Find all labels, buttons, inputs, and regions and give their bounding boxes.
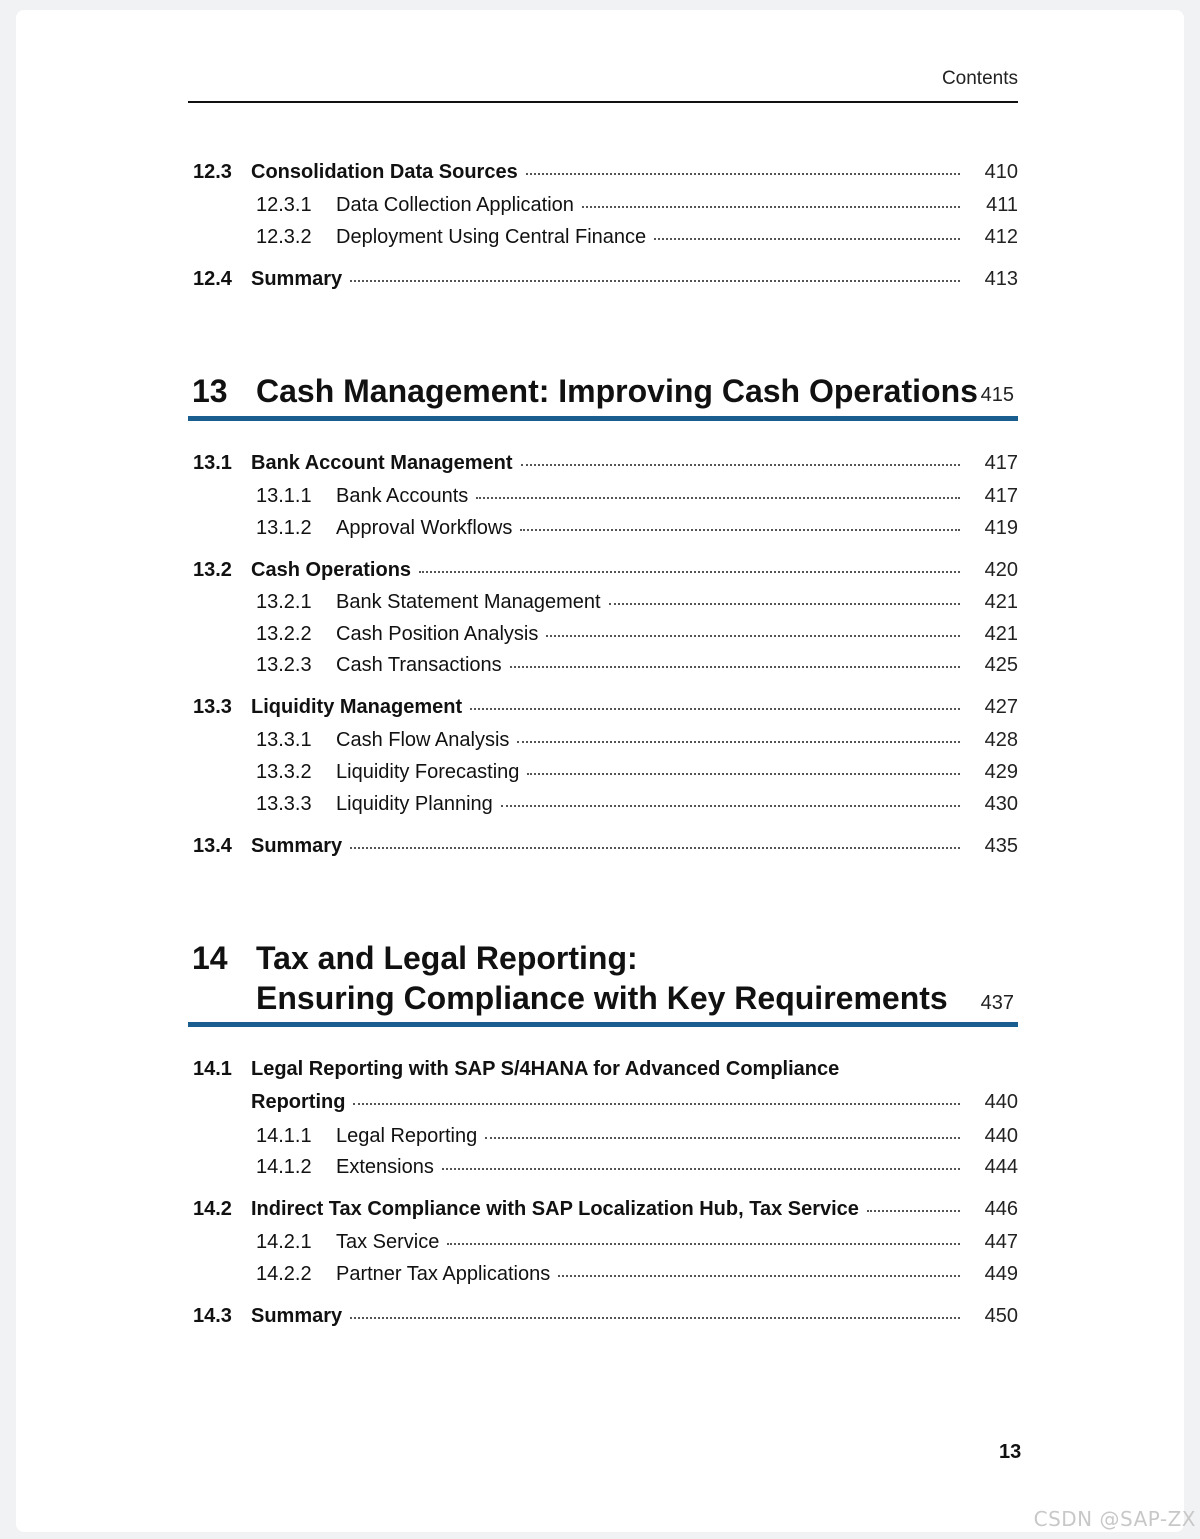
entry-page: 435 [984, 835, 1018, 857]
entry-number: 14.1.2 [256, 1156, 312, 1178]
entry-page: 412 [984, 226, 1018, 248]
dot-leader [521, 463, 960, 466]
entry-title: Indirect Tax Compliance with SAP Localization Hub, Tax Service [251, 1198, 859, 1220]
dot-leader [442, 1167, 960, 1170]
toc-entry[interactable] [188, 226, 1018, 256]
entry-title: Bank Account Management [251, 452, 513, 474]
entry-number: 14.3 [193, 1305, 232, 1327]
chapter-page: 415 [980, 384, 1014, 406]
chapter-title-line2: Ensuring Compliance with Key Requirements [256, 980, 948, 1016]
entry-page: 421 [984, 591, 1018, 613]
toc-entry[interactable] [188, 793, 1018, 823]
entry-page: 417 [984, 452, 1018, 474]
toc-entry[interactable] [188, 268, 1018, 298]
entry-page: 444 [984, 1156, 1018, 1178]
chapter-14-heading[interactable] [188, 940, 1018, 1030]
entry-number: 13.3.3 [256, 793, 312, 815]
toc-entry[interactable] [188, 1305, 1018, 1335]
entry-number: 14.2.2 [256, 1263, 312, 1285]
entry-page: 410 [984, 161, 1018, 183]
entry-page: 430 [984, 793, 1018, 815]
toc-entry[interactable] [188, 729, 1018, 759]
entry-title: Tax Service [336, 1231, 440, 1253]
dot-leader [350, 279, 960, 282]
entry-page: 447 [984, 1231, 1018, 1253]
dot-leader [867, 1209, 960, 1212]
entry-number: 12.4 [193, 268, 232, 290]
entry-title: Reporting [251, 1091, 346, 1113]
entry-number: 14.2 [193, 1198, 232, 1220]
page-number: 13 [999, 1441, 1022, 1463]
toc-entry[interactable] [188, 591, 1018, 621]
entry-number: 13.2.1 [256, 591, 312, 613]
chapter-13-rule [188, 416, 1018, 421]
chapter-13-heading[interactable] [188, 373, 1018, 417]
dot-leader [350, 846, 960, 849]
entry-number: 13.2.2 [256, 623, 312, 645]
entry-title: Bank Statement Management [336, 591, 601, 613]
entry-page: 421 [984, 623, 1018, 645]
toc-entry[interactable] [188, 623, 1018, 653]
entry-title: Data Collection Application [336, 194, 574, 216]
entry-number: 13.1 [193, 452, 232, 474]
entry-title: Extensions [336, 1156, 434, 1178]
entry-title: Cash Operations [251, 559, 412, 581]
entry-number: 12.3 [193, 161, 232, 183]
entry-title: Legal Reporting [336, 1125, 478, 1147]
entry-page: 429 [984, 761, 1018, 783]
entry-number: 14.1 [193, 1058, 232, 1080]
entry-number: 13.1.2 [256, 517, 312, 539]
entry-page: 446 [984, 1198, 1018, 1220]
chapter-title: Cash Management: Improving Cash Operations [256, 373, 978, 409]
dot-leader [353, 1102, 960, 1105]
toc-entry[interactable] [188, 696, 1018, 726]
chapter-number: 14 [192, 940, 228, 976]
entry-page: 413 [984, 268, 1018, 290]
chapter-14-rule [188, 1022, 1018, 1027]
entry-title: Cash Flow Analysis [336, 729, 510, 751]
toc-entry[interactable] [188, 654, 1018, 684]
toc-entry[interactable] [188, 835, 1018, 865]
toc-entry[interactable] [188, 517, 1018, 547]
toc-entry[interactable] [188, 1263, 1018, 1293]
entry-page: 420 [984, 559, 1018, 581]
toc-entry[interactable] [188, 194, 1018, 224]
toc-entry[interactable] [188, 1231, 1018, 1261]
running-head: Contents [941, 68, 1018, 89]
entry-page: 450 [984, 1305, 1018, 1327]
dot-leader [654, 237, 960, 240]
toc-entry[interactable] [188, 761, 1018, 791]
entry-page: 428 [984, 729, 1018, 751]
entry-number: 13.3.1 [256, 729, 312, 751]
entry-number: 13.3 [193, 696, 232, 718]
toc-entry[interactable] [188, 1125, 1018, 1155]
entry-page: 417 [984, 485, 1018, 507]
entry-number: 13.3.2 [256, 761, 312, 783]
dot-leader [609, 602, 960, 605]
entry-number: 13.2 [193, 559, 232, 581]
entry-number: 14.2.1 [256, 1231, 312, 1253]
entry-page: 427 [984, 696, 1018, 718]
dot-leader [447, 1242, 960, 1245]
watermark: CSDN @SAP-ZX [1033, 1507, 1196, 1531]
entry-number: 13.2.3 [256, 654, 312, 676]
entry-title: Approval Workflows [336, 517, 513, 539]
toc-entry[interactable] [188, 1198, 1018, 1228]
entry-title: Deployment Using Central Finance [336, 226, 647, 248]
entry-page: 449 [984, 1263, 1018, 1285]
entry-title: Cash Transactions [336, 654, 502, 676]
dot-leader [526, 172, 960, 175]
dot-leader [350, 1316, 960, 1319]
header-rule [188, 101, 1018, 103]
chapter-title-line1: Tax and Legal Reporting: [256, 940, 638, 976]
toc-entry-14-1-continued[interactable] [188, 1091, 1018, 1121]
entry-number: 12.3.1 [256, 194, 312, 216]
dot-leader [546, 634, 960, 637]
entry-title: Bank Accounts [336, 485, 469, 507]
toc-entry-14-1[interactable] [188, 1058, 1018, 1088]
dot-leader [582, 205, 960, 208]
dot-leader [476, 496, 960, 499]
entry-title: Liquidity Planning [336, 793, 493, 815]
dot-leader [558, 1274, 960, 1277]
chapter-page: 437 [980, 992, 1014, 1014]
dot-leader [527, 772, 960, 775]
entry-number: 14.1.1 [256, 1125, 312, 1147]
dot-leader [470, 707, 960, 710]
entry-title: Summary [251, 1305, 343, 1327]
entry-number: 12.3.2 [256, 226, 312, 248]
entry-title: Liquidity Forecasting [336, 761, 520, 783]
entry-page: 440 [984, 1125, 1018, 1147]
entry-number: 13.1.1 [256, 485, 312, 507]
toc-entry[interactable] [188, 485, 1018, 515]
entry-page: 425 [984, 654, 1018, 676]
dot-leader [419, 570, 960, 573]
entry-page: 440 [984, 1091, 1018, 1113]
entry-title: Summary [251, 835, 343, 857]
dot-leader [501, 804, 960, 807]
entry-title: Cash Position Analysis [336, 623, 539, 645]
dot-leader [485, 1136, 960, 1139]
toc-entry[interactable] [188, 161, 1018, 191]
toc-entry[interactable] [188, 452, 1018, 482]
dot-leader [510, 665, 960, 668]
entry-title: Summary [251, 268, 343, 290]
entry-page: 411 [986, 194, 1018, 216]
chapter-number: 13 [192, 373, 228, 409]
entry-title: Partner Tax Applications [336, 1263, 551, 1285]
dot-leader [517, 740, 960, 743]
dot-leader [520, 528, 960, 531]
entry-title: Consolidation Data Sources [251, 161, 518, 183]
entry-number: 13.4 [193, 835, 232, 857]
entry-page: 419 [984, 517, 1018, 539]
document-page [16, 10, 1184, 1532]
entry-title: Liquidity Management [251, 696, 463, 718]
toc-entry[interactable] [188, 1156, 1018, 1186]
entry-title: Legal Reporting with SAP S/4HANA for Advanced Compliance [251, 1058, 840, 1080]
toc-entry[interactable] [188, 559, 1018, 589]
